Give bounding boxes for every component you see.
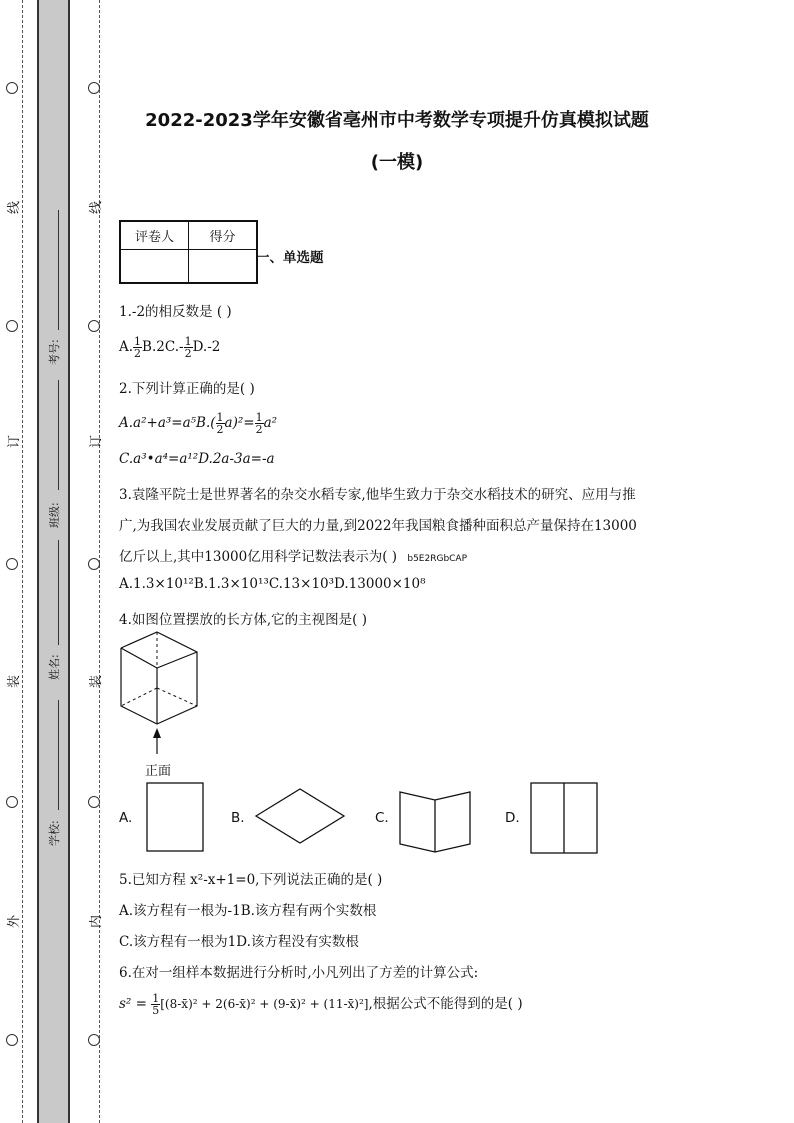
denominator: 2 [255, 423, 263, 436]
punch-hole [6, 796, 18, 808]
formula-body: [(8-x̄)² + 2(6-x̄)² + (9-x̄)² + (11-x̄)²] [160, 997, 369, 1011]
option-a-rectangle [146, 782, 204, 852]
fraction [133, 336, 142, 359]
option-text: A.a²+a³=a⁵B.( [119, 415, 216, 431]
doc-code: b5E2RGbCAP [407, 554, 468, 564]
punch-hole [88, 558, 100, 570]
field-exam-number: 考号: [48, 339, 61, 365]
field-class: 班级: [48, 502, 61, 528]
margin-char-outer: 外 [7, 914, 23, 929]
option-b-label: B. [231, 810, 245, 826]
exam-subtitle: (一模) [370, 152, 424, 173]
question-4-stem: 4.如图位置摆放的长方体,它的主视图是( ) [119, 612, 367, 628]
punch-hole [6, 82, 18, 94]
cuboid-figure [115, 628, 205, 778]
option-d-split-rectangle [530, 782, 598, 854]
question-2-stem: 2.下列计算正确的是( ) [119, 381, 255, 397]
field-underline [58, 380, 59, 490]
option-c-label: C. [375, 810, 389, 826]
question-1-stem: 1.-2的相反数是 ( ) [119, 304, 232, 320]
question-6-tail: ,根据公式不能得到的是( ) [368, 996, 523, 1012]
denominator: 2 [184, 347, 192, 360]
numerator: 1 [184, 335, 192, 348]
margin-char-line: 线 [89, 200, 105, 215]
question-2-options-ab [119, 412, 277, 435]
front-view-label: 正面 [145, 764, 172, 779]
fraction [255, 412, 264, 435]
exam-title: 2022-2023学年安徽省亳州市中考数学专项提升仿真模拟试题 [145, 110, 649, 131]
question-5-options-ab: A.该方程有一根为-1B.该方程有两个实数根 [119, 903, 377, 919]
fraction [216, 412, 225, 435]
numerator: 1 [134, 335, 142, 348]
field-underline [58, 210, 59, 330]
margin-char-staple: 装 [7, 674, 23, 689]
numerator: 1 [216, 411, 224, 424]
question-3-line-2: 广,为我国农业发展贡献了巨大的力量,到2022年我国粮食播种面积总产量保持在13000 [119, 518, 637, 534]
field-underline [58, 540, 59, 645]
question-3-options: A.1.3×10¹²B.1.3×10¹³C.13×10³D.13000×10⁸ [119, 576, 426, 592]
margin-char-bind: 订 [89, 434, 105, 449]
score-table [119, 220, 258, 284]
grader-header: 评卷人 [120, 221, 189, 249]
variance-symbol: s² = [119, 996, 147, 1012]
field-underline [58, 700, 59, 810]
option-text: B.2C.- [142, 339, 184, 355]
punch-hole [6, 1034, 18, 1046]
fraction [184, 336, 193, 359]
numerator: 1 [255, 411, 263, 424]
option-d-label: D. [505, 810, 520, 826]
field-name: 姓名: [48, 654, 61, 680]
option-text: a)²= [224, 415, 255, 431]
margin-char-inner: 内 [89, 914, 105, 929]
question-3-line-3-text: 亿斤以上,其中13000亿用科学记数法表示为( ) [119, 549, 398, 565]
option-a-label: A. [119, 810, 133, 826]
score-header: 得分 [189, 221, 258, 249]
fraction [151, 993, 160, 1016]
punch-hole [6, 558, 18, 570]
punch-hole [6, 320, 18, 332]
option-text: D.-2 [192, 339, 221, 355]
punch-hole [88, 1034, 100, 1046]
grader-cell [120, 249, 189, 283]
punch-hole [88, 82, 100, 94]
denominator: 2 [134, 347, 142, 360]
question-2-options-cd: C.a³•a⁴=a¹²D.2a-3a=-a [119, 451, 275, 467]
option-b-rhombus [255, 788, 345, 844]
score-cell [189, 249, 258, 283]
question-6-formula [119, 992, 523, 1016]
margin-char-bind: 订 [7, 434, 23, 449]
question-5-options-cd: C.该方程有一根为1D.该方程没有实数根 [119, 934, 359, 950]
section-heading: 一、单选题 [256, 250, 324, 266]
question-3-line-1: 3.袁隆平院士是世界著名的杂交水稻专家,他毕生致力于杂交水稻技术的研究、应用与推 [119, 487, 636, 503]
question-5-stem: 5.已知方程 x²-x+1=0,下列说法正确的是( ) [119, 872, 383, 888]
question-1-options [119, 336, 220, 359]
margin-char-line: 线 [7, 200, 23, 215]
punch-hole [88, 796, 100, 808]
numerator: 1 [152, 992, 160, 1005]
option-c-folded-view [398, 780, 472, 854]
denominator: 5 [152, 1004, 160, 1017]
option-label: A. [119, 339, 134, 355]
question-3-line-3 [119, 545, 467, 565]
option-text: a² [263, 415, 278, 431]
field-school: 学校: [48, 820, 61, 846]
question-6-stem: 6.在对一组样本数据进行分析时,小凡列出了方差的计算公式: [119, 965, 479, 981]
margin-char-staple: 装 [89, 674, 105, 689]
denominator: 2 [216, 423, 224, 436]
punch-hole [88, 320, 100, 332]
